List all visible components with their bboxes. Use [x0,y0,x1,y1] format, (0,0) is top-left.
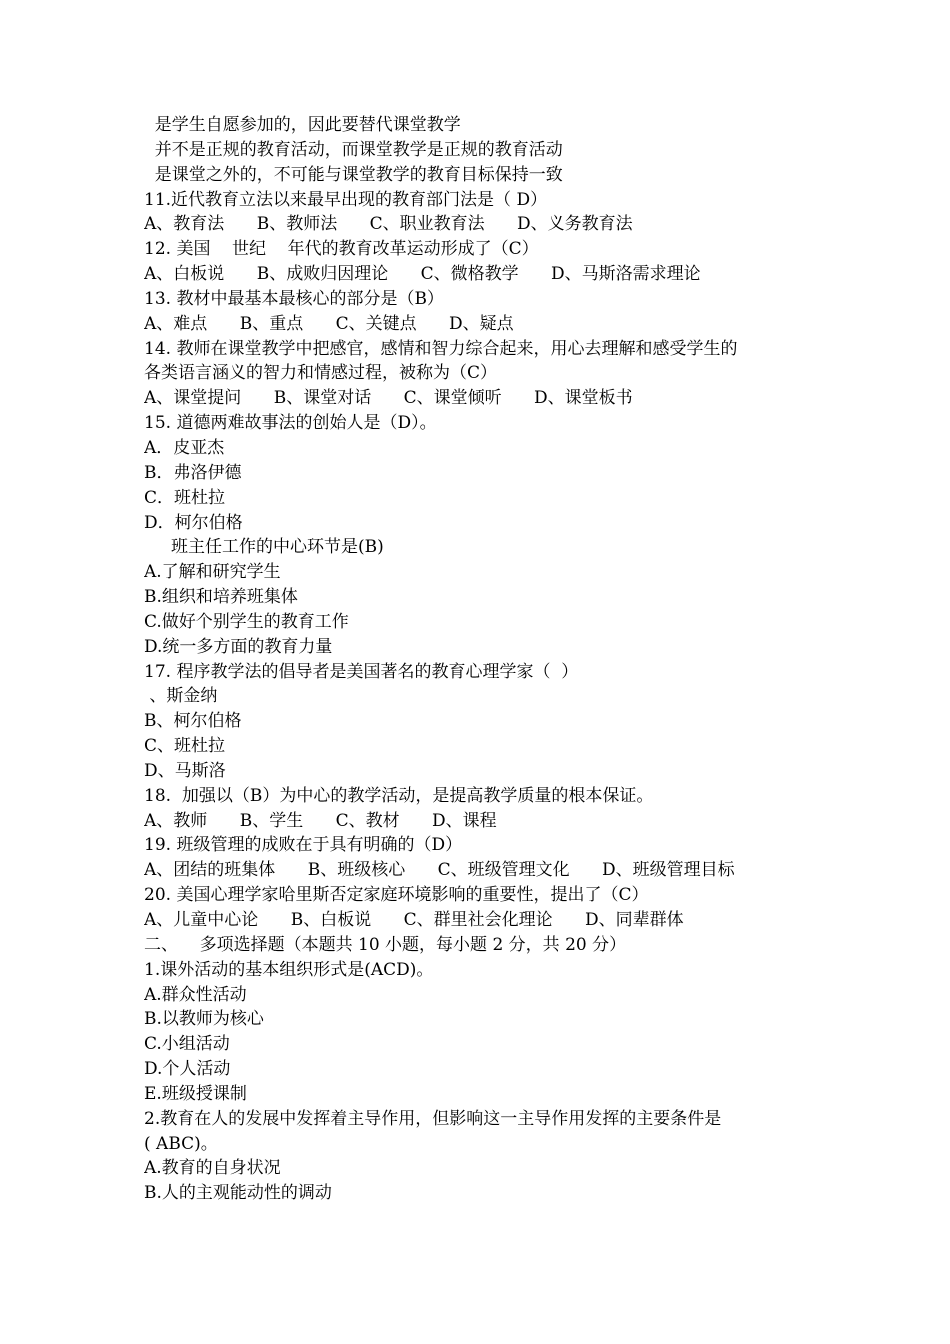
question-15: 15. 道德两难故事法的创始人是（D）。 [144,413,437,434]
text-line: 是学生自愿参加的，因此要替代课堂教学 [144,115,483,135]
question-14: 14. 教师在课堂教学中把感官，感情和智力综合起来，用心去理解和感受学生的 [144,338,738,359]
question-13-options: A、难点 B、重点 C、关键点 D、疑点 [144,313,514,334]
mc-question-2: 2.教育在人的发展中发挥着主导作用，但影响这一主导作用发挥的主要条件是 [144,1108,722,1129]
question-14-continued: 各类语言涵义的智力和情感过程，被称为（C） [144,363,498,384]
option-line: C、班杜拉 [144,736,226,757]
section-heading: 二、 多项选择题（本题共 10 小题，每小题 2 分，共 20 分） [144,934,627,955]
option-line: B、柯尔伯格 [144,711,242,732]
question-18-options: A、教师 B、学生 C、教材 D、课程 [144,810,497,831]
option-line: C.小组活动 [144,1034,230,1055]
option-line: D、马斯洛 [144,760,226,781]
option-line: A．皮亚杰 [144,437,225,458]
question-12-options: A、白板说 B、成败归因理论 C、微格教学 D、马斯洛需求理论 [144,264,701,285]
question-18: 18. 加强以（B）为中心的教学活动，是提高教学质量的根本保证。 [144,785,654,806]
question-11: 11.近代教育立法以来最早出现的教育部门法是（ D） [144,189,548,210]
option-line: C.做好个别学生的教育工作 [144,611,349,632]
option-line: A.群众性活动 [144,984,247,1005]
text-line: 并不是正规的教育活动，而课堂教学是正规的教育活动 [144,139,585,160]
question-19-options: A、团结的班集体 B、班级核心 C、班级管理文化 D、班级管理目标 [144,860,735,881]
question-11-options: A、教育法 B、教师法 C、职业教育法 D、义务教育法 [144,214,633,235]
document-body [144,113,834,1206]
mc-question-2-continued: ( ABC)。 [144,1133,218,1154]
question-20: 20. 美国心理学家哈里斯否定家庭环境影响的重要性，提出了（C） [144,885,649,906]
option-line: B.以教师为核心 [144,1009,264,1030]
option-line: D.个人活动 [144,1059,231,1080]
option-line: B.人的主观能动性的调动 [144,1183,332,1204]
question-20-options: A、儿童中心论 B、白板说 C、群里社会化理论 D、同辈群体 [144,910,684,930]
mc-question-1: 1.课外活动的基本组织形式是(ACD)。 [144,959,434,980]
question-17: 17. 程序教学法的倡导者是美国著名的教育心理学家（ ） [144,661,584,682]
option-line: A.了解和研究学生 [144,562,281,583]
question-12: 12. 美国 世纪 年代的教育改革运动形成了（C） [144,239,539,260]
question-19: 19. 班级管理的成败在于具有明确的（D） [144,835,463,856]
option-line: B.组织和培养班集体 [144,587,298,608]
option-line: A.教育的自身状况 [144,1158,281,1179]
option-line: B．弗洛伊德 [144,462,242,483]
option-line: D．柯尔伯格 [144,512,243,533]
question-13: 13. 教材中最基本最核心的部分是（B） [144,288,444,309]
text-line: 是课堂之外的，不可能与课堂教学的教育目标保持一致 [144,164,569,185]
option-line: D.统一多方面的教育力量 [144,636,333,657]
question-16: 班主任工作的中心环节是(B) [144,537,384,558]
option-line: C．班杜拉 [144,487,226,508]
option-line: 、斯金纳 [144,686,218,707]
question-14-options: A、课堂提问 B、课堂对话 C、课堂倾听 D、课堂板书 [144,388,633,409]
option-line: E.班级授课制 [144,1083,247,1104]
